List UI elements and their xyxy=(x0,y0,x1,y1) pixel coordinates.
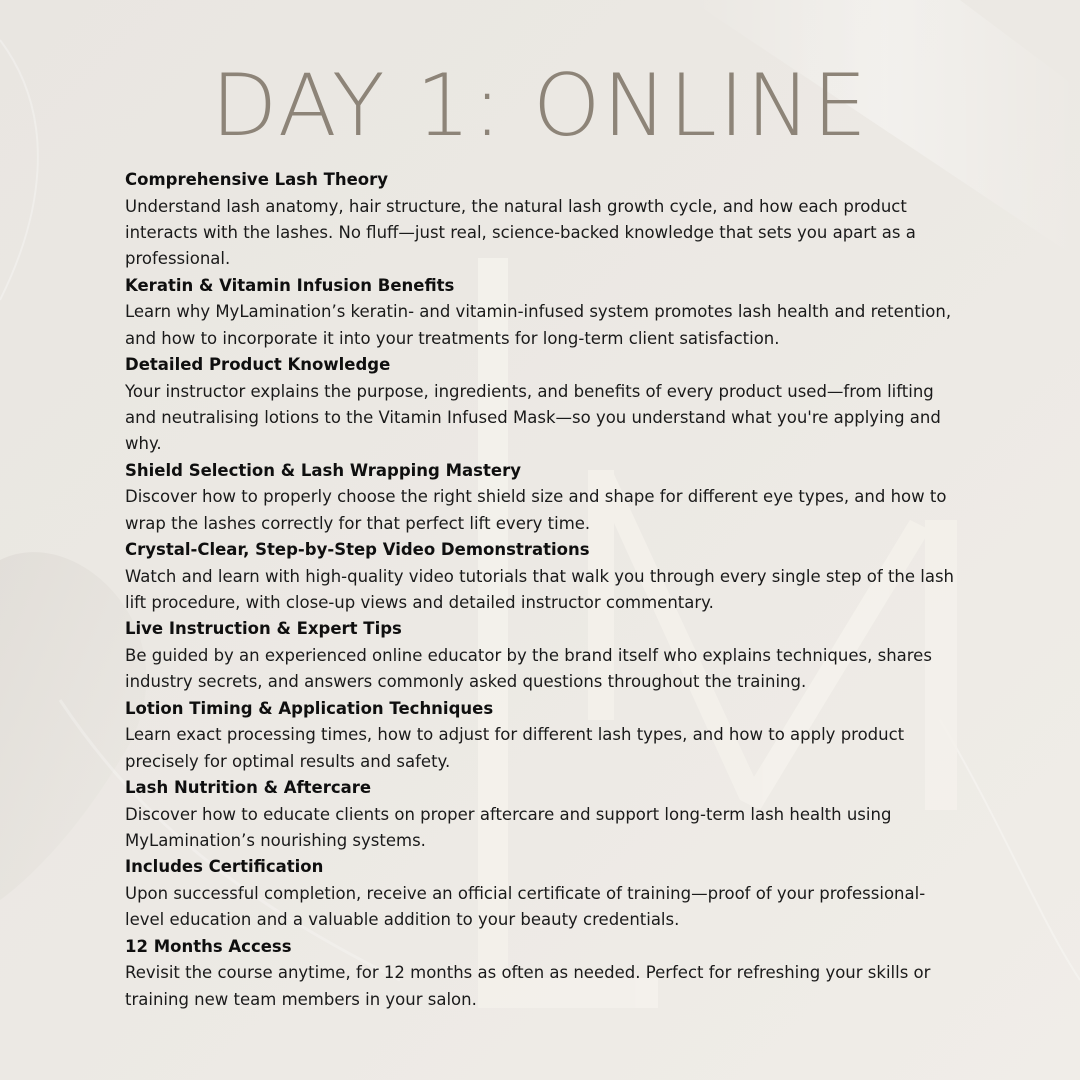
section-certification xyxy=(125,854,955,933)
section-body: Understand lash anatomy, hair structure, the natural lash growth cycle, and how each product interacts with the lashes. No fluff—just real, science-backed knowledge that sets you apart as a professional. xyxy=(125,196,916,269)
section-body: Upon successful completion, receive an official certificate of training—proof of your professional-level education and a valuable addition to your beauty credentials. xyxy=(125,883,926,930)
section-heading: Includes Certification xyxy=(125,857,324,877)
section-heading: Lash Nutrition & Aftercare xyxy=(125,778,372,797)
section-body: Revisit the course anytime, for 12 months as often as needed. Perfect for refreshing your skills or training new team members in your salon. xyxy=(125,963,931,1009)
section-heading: Detailed Product Knowledge xyxy=(125,355,391,375)
content-list xyxy=(125,167,955,1013)
section-body: Be guided by an experienced online educator by the brand itself who explains techniques, shares industry secrets, and answers commonly asked questions throughout the training. xyxy=(125,645,932,692)
section-lash-theory xyxy=(125,167,955,273)
section-heading: Shield Selection & Lash Wrapping Mastery xyxy=(125,460,521,480)
section-heading: Crystal-Clear, Step-by-Step Video Demonstrations xyxy=(125,540,590,560)
section-live-instruction xyxy=(125,616,955,695)
section-heading: Lotion Timing & Application Techniques xyxy=(125,698,494,718)
page-title: DAY 1: ONLINE xyxy=(211,56,869,156)
section-lotion-timing xyxy=(125,696,955,775)
section-months-access xyxy=(125,934,955,1013)
section-nutrition-aftercare xyxy=(125,775,955,854)
section-product-knowledge xyxy=(125,352,955,458)
section-body: Learn why MyLamination’s keratin- and vitamin-infused system promotes lash health and retention, and how to incorporate it into your treatments for long-term client satisfaction. xyxy=(125,302,952,348)
section-heading: Keratin & Vitamin Infusion Benefits xyxy=(125,275,455,295)
section-keratin-vitamin xyxy=(125,273,955,352)
section-video-demos xyxy=(125,537,955,616)
section-body: Your instructor explains the purpose, ingredients, and benefits of every product used—from lifting and neutralising lotions to the Vitamin Infused Mask—so you understand what you're applying and why. xyxy=(125,381,941,454)
section-heading: Live Instruction & Expert Tips xyxy=(125,619,402,639)
section-body: Discover how to properly choose the right shield size and shape for different eye types, and how to wrap the lashes correctly for that perfect lift every time. xyxy=(125,487,947,533)
section-shield-selection xyxy=(125,458,955,537)
section-body: Learn exact processing times, how to adjust for different lash types, and how to apply product precisely for optimal results and safety. xyxy=(125,725,905,771)
section-heading: Comprehensive Lash Theory xyxy=(125,170,389,189)
section-body: Discover how to educate clients on proper aftercare and support long-term lash health using MyLamination’s nourishing systems. xyxy=(125,804,892,850)
section-heading: 12 Months Access xyxy=(125,936,292,956)
section-body: Watch and learn with high-quality video tutorials that walk you through every single step of the lash lift procedure, with close-up views and detailed instructor commentary. xyxy=(125,566,955,612)
